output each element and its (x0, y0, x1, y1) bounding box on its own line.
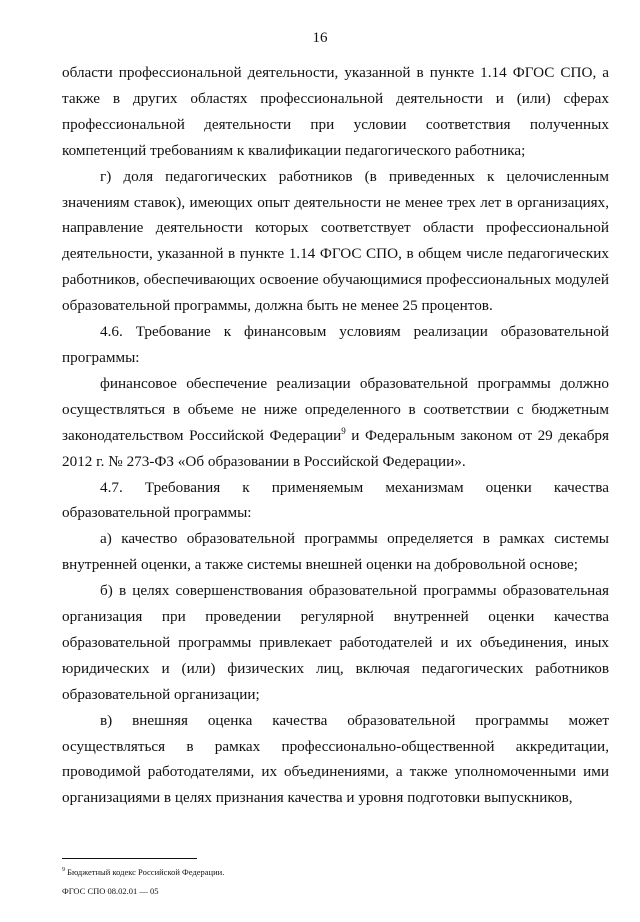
paragraph-item-g: г) доля педагогических работников (в приведенных к целочисленным значениям ставок), имеющих опыт деятельности не менее трех лет в организациях, направление деятельности которых соответствует области профессиональной деятельности, указанной в пункте 1.14 ФГОС СПО, в общем числе педагогических работников, обеспечивающих освоение обучающимися профессиональных модулей образовательной программы, должна быть не менее 25 процентов. (62, 167, 609, 315)
paragraph-item-b: б) в целях совершенствования образовательной программы образовательная организация при проведении регулярной внутренней оценки качества образовательной программы привлекает работодателей и их объединения, иных юридических и (или) физических лиц, включая педагогических работников образовательной организации; (62, 582, 609, 703)
paragraph-section-4-6: 4.6. Требование к финансовым условиям реализации образовательной программы: (62, 323, 609, 366)
paragraph-section-4-7: 4.7. Требования к применяемым механизмам оценки качества образовательной программы: (62, 478, 609, 522)
paragraph-item-v: в) внешняя оценка качества образовательной программы может осуществляться в рамках профессионально-общественной аккредитации, проводимой работодателями, их объединениями, а также уполномоченными ими организациями в целях признания качества и уровня подготовки выпускников, (62, 711, 609, 807)
paragraph-financial-support (62, 371, 609, 475)
paragraph-financial-text: финансовое обеспечение реализации образовательной программы должно осуществляться в объеме не ниже определенного в соответствии с бюджетным законодательством Российской Федерации (62, 374, 609, 444)
paragraph-continuation: области профессиональной деятельности, указанной в пункте 1.14 ФГОС СПО, а также в других областях профессиональной деятельности и (или) сферах профессиональной деятельности при условии соответствия полученных компетенций требованиям к квалификации педагогического работника; (62, 64, 609, 159)
footnote-divider (62, 858, 197, 859)
footnote (62, 866, 224, 878)
footnote-text: Бюджетный кодекс Российской Федерации. (67, 867, 225, 877)
footnote-reference: 9 (341, 425, 346, 436)
footer-document-code: ФГОС СПО 08.02.01 — 05 (62, 886, 159, 896)
paragraph-financial-text-end: и Федеральным законом от 29 декабря 2012 г. № 273-ФЗ «Об образовании в Российской Федерации». (62, 426, 609, 470)
document-body (62, 60, 609, 811)
paragraph-item-a: а) качество образовательной программы определяется в рамках системы внутренней оценки, а также системы внешней оценки на добровольной основе; (62, 530, 609, 574)
page-number: 16 (312, 30, 328, 46)
footnote-marker: 9 (62, 867, 65, 874)
